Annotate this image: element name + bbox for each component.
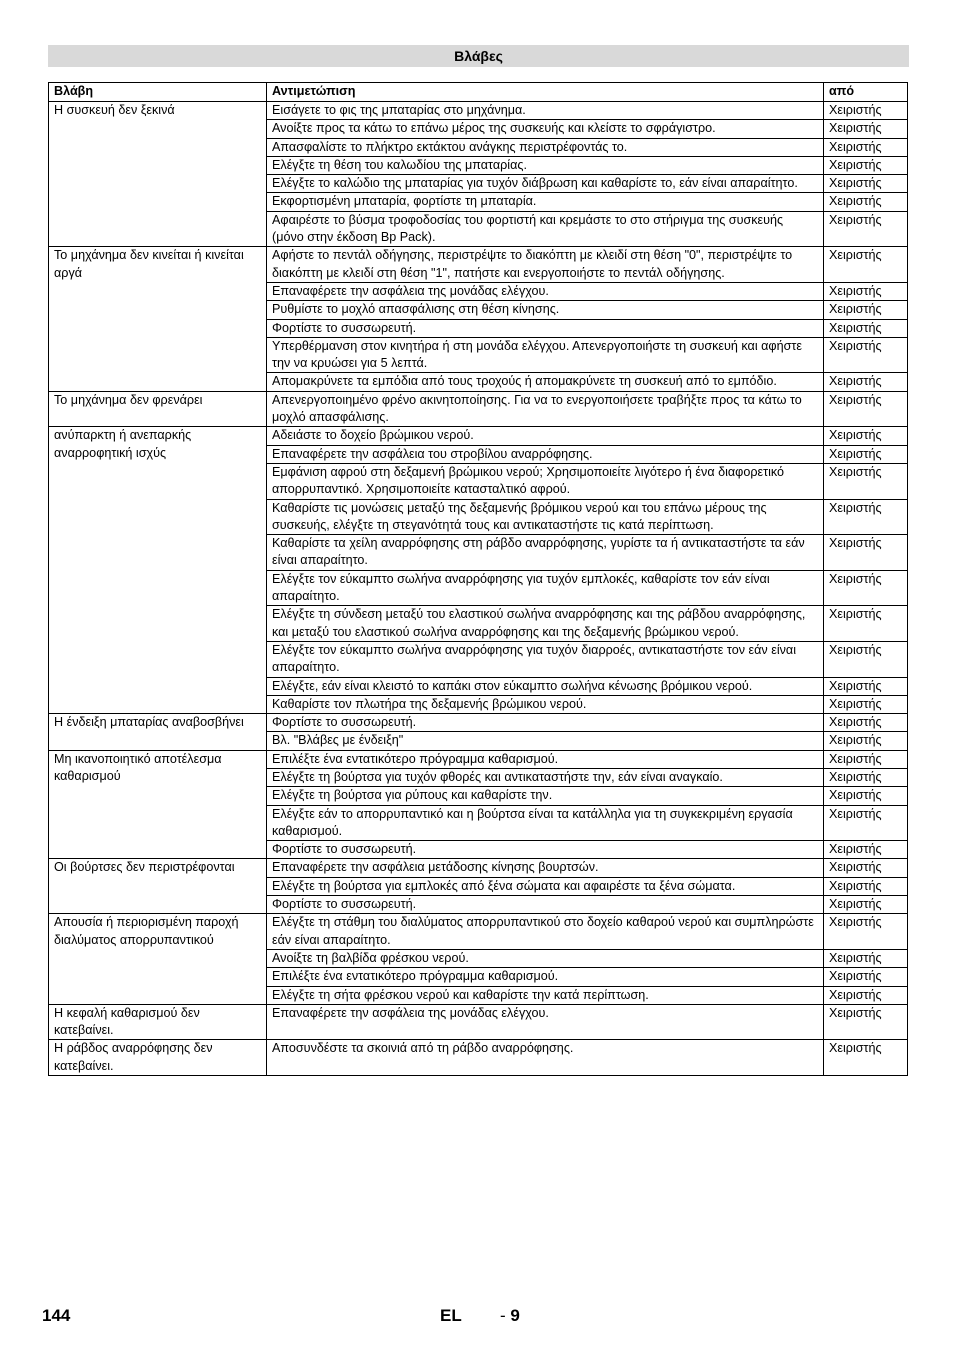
remedy-cell: Καθαρίστε τον πλωτήρα της δεξαμενής βρώμικου νερού.: [267, 695, 824, 713]
table-row: [49, 1004, 908, 1040]
remedy-cell: Ελέγξτε τη στάθμη του διαλύματος απορρυπαντικού στο δοχείο καθαρού νερού και συμπληρώστε εάν είναι απαραίτητο.: [267, 914, 824, 950]
remedy-cell: Φορτίστε το συσσωρευτή.: [267, 319, 824, 337]
fault-cell: Η ράβδος αναρρόφησης δεν κατεβαίνει.: [49, 1040, 267, 1076]
performer-cell: Χειριστής: [824, 211, 908, 247]
remedy-cell: Ανοίξτε προς τα κάτω το επάνω μέρος της συσκευής και κλείστε το σφράγιστρο.: [267, 120, 824, 138]
remedy-cell: Απασφαλίστε το πλήκτρο εκτάκτου ανάγκης περιστρέφοντάς το.: [267, 138, 824, 156]
performer-cell: Χειριστής: [824, 391, 908, 427]
header-remedy: Αντιμετώπιση: [267, 83, 824, 102]
performer-cell: Χειριστής: [824, 896, 908, 914]
remedy-cell: Επιλέξτε ένα εντατικότερο πρόγραμμα καθαρισμού.: [267, 968, 824, 986]
remedy-cell: Απενεργοποιημένο φρένο ακινητοποίησης. Για να το ενεργοποιήσετε τραβήξτε προς τα κάτω το μοχλό απασφάλισης.: [267, 391, 824, 427]
performer-cell: Χειριστής: [824, 877, 908, 895]
performer-cell: Χειριστής: [824, 714, 908, 732]
performer-cell: Χειριστής: [824, 301, 908, 319]
performer-cell: Χειριστής: [824, 156, 908, 174]
performer-cell: Χειριστής: [824, 677, 908, 695]
fault-cell: Μη ικανοποιητικό αποτέλεσμα καθαρισμού: [49, 750, 267, 859]
performer-cell: Χειριστής: [824, 787, 908, 805]
performer-cell: Χειριστής: [824, 138, 908, 156]
header-by: από: [824, 83, 908, 102]
performer-cell: Χειριστής: [824, 373, 908, 391]
remedy-cell: Καθαρίστε τα χείλη αναρρόφησης στη ράβδο αναρρόφησης, γυρίστε τα ή αντικαταστήστε τα εάν είναι απαραίτητο.: [267, 535, 824, 571]
remedy-cell: Επιλέξτε ένα εντατικότερο πρόγραμμα καθαρισμού.: [267, 750, 824, 768]
remedy-cell: Ελέγξτε τον εύκαμπτο σωλήνα αναρρόφησης για τυχόν διαρροές, αντικαταστήστε τον εάν είναι απαραίτητο.: [267, 641, 824, 677]
remedy-cell: Ελέγξτε τη σύνδεση μεταξύ του ελαστικού σωλήνα αναρρόφησης και της ράβδου αναρρόφησης, και μεταξύ του ελαστικού σωλήνα αναρρόφησης και της δεξαμενής βρώμικου νερού.: [267, 606, 824, 642]
section-title: Βλάβες: [48, 45, 909, 67]
remedy-cell: Εμφάνιση αφρού στη δεξαμενή βρώμικου νερού; Χρησιμοποιείτε λιγότερο ή ένα διαφορετικό απορρυπαντικό. Χρησιμοποιείτε κατασταλτικό αφρού.: [267, 463, 824, 499]
remedy-cell: Ελέγξτε τον εύκαμπτο σωλήνα αναρρόφησης για τυχόν εμπλοκές, καθαρίστε τον εάν είναι απαραίτητο.: [267, 570, 824, 606]
performer-cell: Χειριστής: [824, 986, 908, 1004]
table-row: [49, 914, 908, 950]
language-code: EL: [440, 1306, 462, 1325]
performer-cell: Χειριστής: [824, 641, 908, 677]
remedy-cell: Αποσυνδέστε τα σκοινιά από τη ράβδο αναρρόφησης.: [267, 1040, 824, 1076]
header-fault: Βλάβη: [49, 83, 267, 102]
remedy-cell: Φορτίστε το συσσωρευτή.: [267, 714, 824, 732]
remedy-cell: Καθαρίστε τις μονώσεις μεταξύ της δεξαμενής βρόμικου νερού και του επάνω μέρους της συσκευής, ελέγξτε τη στεγανότητά τους και αντικαταστήστε τις κατά περίπτωση.: [267, 499, 824, 535]
fault-cell: Η κεφαλή καθαρισμού δεν κατεβαίνει.: [49, 1004, 267, 1040]
performer-cell: Χειριστής: [824, 427, 908, 445]
remedy-cell: Ελέγξτε τη βούρτσα για τυχόν φθορές και αντικαταστήστε την, εάν είναι αναγκαίο.: [267, 768, 824, 786]
performer-cell: Χειριστής: [824, 499, 908, 535]
remedy-cell: Ελέγξτε το καλώδιο της μπαταρίας για τυχόν διάβρωση και καθαρίστε το, εάν είναι απαραίτητο.: [267, 175, 824, 193]
remedy-cell: Ελέγξτε τη σήτα φρέσκου νερού και καθαρίστε την κατά περίπτωση.: [267, 986, 824, 1004]
remedy-cell: Επαναφέρετε την ασφάλεια της μονάδας ελέγχου.: [267, 282, 824, 300]
performer-cell: Χειριστής: [824, 1040, 908, 1076]
remedy-cell: Βλ. "Βλάβες με ένδειξη": [267, 732, 824, 750]
performer-cell: Χειριστής: [824, 859, 908, 877]
table-row: [49, 102, 908, 120]
local-page: 9: [510, 1306, 520, 1325]
performer-cell: Χειριστής: [824, 606, 908, 642]
fault-cell: Το μηχάνημα δεν κινείται ή κινείται αργά: [49, 247, 267, 391]
remedy-cell: Απομακρύνετε τα εμπόδια από τους τροχούς ή απομακρύνετε τη συσκευή από το εμπόδιο.: [267, 373, 824, 391]
performer-cell: Χειριστής: [824, 768, 908, 786]
performer-cell: Χειριστής: [824, 841, 908, 859]
remedy-cell: Ελέγξτε τη θέση του καλωδίου της μπαταρίας.: [267, 156, 824, 174]
remedy-cell: Επαναφέρετε την ασφάλεια της μονάδας ελέγχου.: [267, 1004, 824, 1040]
remedy-cell: Ελέγξτε εάν το απορρυπαντικό και η βούρτσα είναι τα κατάλληλα για τη συγκεκριμένη εργασία καθαρισμού.: [267, 805, 824, 841]
table-row: [49, 714, 908, 732]
table-row: [49, 1040, 908, 1076]
table-row: [49, 750, 908, 768]
performer-cell: Χειριστής: [824, 193, 908, 211]
fault-cell: ανύπαρκτη ή ανεπαρκής αναρροφητική ισχύς: [49, 427, 267, 714]
fault-cell: Η συσκευή δεν ξεκινά: [49, 102, 267, 247]
remedy-cell: Εκφορτισμένη μπαταρία, φορτίστε τη μπαταρία.: [267, 193, 824, 211]
performer-cell: Χειριστής: [824, 535, 908, 571]
page-separator: -: [500, 1306, 506, 1325]
remedy-cell: Ανοίξτε τη βαλβίδα φρέσκου νερού.: [267, 949, 824, 967]
performer-cell: Χειριστής: [824, 968, 908, 986]
performer-cell: Χειριστής: [824, 463, 908, 499]
remedy-cell: Επαναφέρετε την ασφάλεια του στροβίλου αναρρόφησης.: [267, 445, 824, 463]
table-row: [49, 247, 908, 283]
remedy-cell: Αφήστε το πεντάλ οδήγησης, περιστρέψτε το διακόπτη με κλειδί στη θέση "0", περιστρέψτε το διακόπτη με κλειδί στη θέση "1", πατήστε και ενεργοποιήστε το πεντάλ οδήγησης.: [267, 247, 824, 283]
remedy-cell: Ελέγξτε τη βούρτσα για ρύπους και καθαρίστε την.: [267, 787, 824, 805]
performer-cell: Χειριστής: [824, 337, 908, 373]
remedy-cell: Εισάγετε το φις της μπαταρίας στο μηχάνημα.: [267, 102, 824, 120]
remedy-cell: Ρυθμίστε το μοχλό απασφάλισης στη θέση κίνησης.: [267, 301, 824, 319]
performer-cell: Χειριστής: [824, 805, 908, 841]
performer-cell: Χειριστής: [824, 750, 908, 768]
fault-table: [48, 82, 908, 1076]
table-row: [49, 859, 908, 877]
fault-cell: Η ένδειξη μπαταρίας αναβοσβήνει: [49, 714, 267, 751]
remedy-cell: Φορτίστε το συσσωρευτή.: [267, 841, 824, 859]
performer-cell: Χειριστής: [824, 282, 908, 300]
remedy-cell: Ελέγξτε τη βούρτσα για εμπλοκές από ξένα σώματα και αφαιρέστε τα ξένα σώματα.: [267, 877, 824, 895]
performer-cell: Χειριστής: [824, 445, 908, 463]
fault-cell: Το μηχάνημα δεν φρενάρει: [49, 391, 267, 427]
performer-cell: Χειριστής: [824, 732, 908, 750]
performer-cell: Χειριστής: [824, 949, 908, 967]
performer-cell: Χειριστής: [824, 175, 908, 193]
remedy-cell: Υπερθέρμανση στον κινητήρα ή στη μονάδα ελέγχου. Απενεργοποιήστε τη συσκευή και αφήστε την να κρυώσει για 5 λεπτά.: [267, 337, 824, 373]
remedy-cell: Ελέγξτε, εάν είναι κλειστό το καπάκι στον εύκαμπτο σωλήνα κένωσης βρόμικου νερού.: [267, 677, 824, 695]
fault-cell: Οι βούρτσες δεν περιστρέφονται: [49, 859, 267, 914]
performer-cell: Χειριστής: [824, 695, 908, 713]
remedy-cell: Επαναφέρετε την ασφάλεια μετάδοσης κίνησης βουρτσών.: [267, 859, 824, 877]
performer-cell: Χειριστής: [824, 914, 908, 950]
fault-cell: Απουσία ή περιορισμένη παροχή διαλύματος απορρυπαντικού: [49, 914, 267, 1004]
performer-cell: Χειριστής: [824, 1004, 908, 1040]
performer-cell: Χειριστής: [824, 102, 908, 120]
table-row: [49, 391, 908, 427]
fault-table-body: [49, 102, 908, 1076]
performer-cell: Χειριστής: [824, 247, 908, 283]
performer-cell: Χειριστής: [824, 120, 908, 138]
remedy-cell: Αφαιρέστε το βύσμα τροφοδοσίας του φορτιστή και κρεμάστε το στο στήριγμα της συσκευής (μόνο στην έκδοση Bp Pack).: [267, 211, 824, 247]
remedy-cell: Αδειάστε το δοχείο βρώμικου νερού.: [267, 427, 824, 445]
table-row: [49, 427, 908, 445]
table-header-row: [49, 83, 908, 102]
local-page-number: [500, 1306, 520, 1326]
performer-cell: Χειριστής: [824, 570, 908, 606]
page-number: 144: [42, 1306, 71, 1325]
remedy-cell: Φορτίστε το συσσωρευτή.: [267, 896, 824, 914]
performer-cell: Χειριστής: [824, 319, 908, 337]
